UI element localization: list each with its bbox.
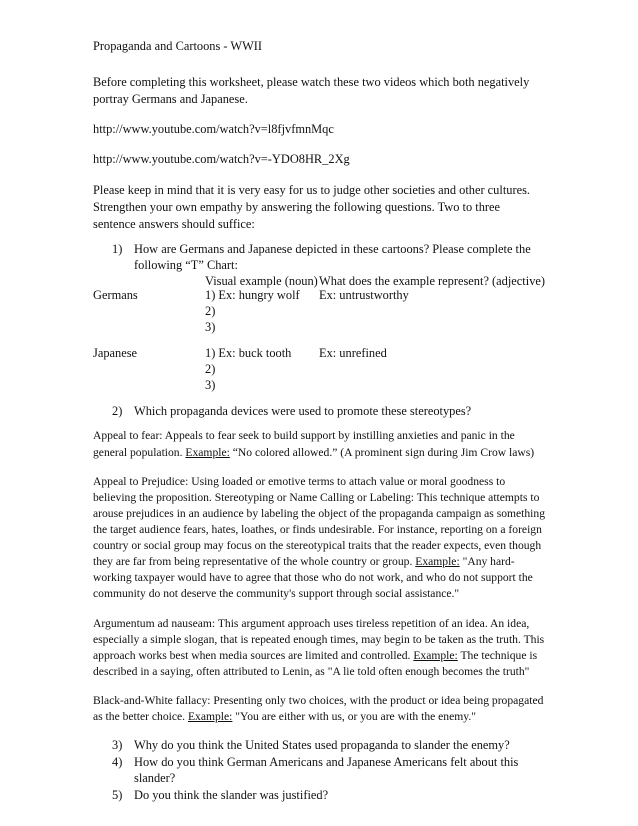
prejudice-line-8: community do not deserve the community's support through social assistance.": [93, 587, 460, 600]
question-4-number: 4): [112, 755, 123, 769]
blackwhite-line-2: [93, 709, 476, 725]
question-4-line-1: How do you think German Americans and Japanese Americans felt about this: [134, 755, 519, 769]
question-1-line-2: following “T” Chart:: [134, 258, 238, 272]
nauseam-example-label: Example:: [413, 649, 458, 662]
fear-line-2-pre: general population.: [93, 446, 186, 459]
prejudice-example-label: Example:: [415, 555, 460, 568]
video-link-1[interactable]: http://www.youtube.com/watch?v=l8fjvfmnMqc: [93, 122, 334, 136]
prejudice-line-5: country or social group may focus on the stereotypical traits that the reader expects, even though: [93, 539, 542, 552]
nauseam-line-2: especially a simple slogan, that is repeated enough times, may begin to be taken as the truth. This: [93, 633, 545, 646]
video-link-2[interactable]: http://www.youtube.com/watch?v=-YDO8HR_2Xg: [93, 152, 350, 166]
tchart-item: 1) Ex: buck tooth: [205, 346, 292, 360]
question-5-number: 5): [112, 788, 123, 802]
tchart-meaning: Ex: unrefined: [319, 346, 387, 360]
tchart-row-label: Germans: [93, 288, 138, 302]
tchart-item: 2): [205, 362, 216, 376]
blackwhite-line-2-post: "You are either with us, or you are with the enemy.": [232, 710, 476, 723]
page-title: Propaganda and Cartoons - WWII: [93, 39, 263, 53]
blackwhite-line-2-pre: as the better choice.: [93, 710, 188, 723]
nauseam-line-3-pre: approach works best when media sources are limited and controlled.: [93, 649, 414, 662]
nauseam-line-1: Argumentum ad nauseam: This argument approach uses tireless repetition of an idea. An idea,: [93, 617, 530, 630]
tchart-item: 3): [205, 320, 216, 334]
question-1-number: 1): [112, 242, 123, 256]
question-2-number: 2): [112, 404, 123, 418]
tchart-item: 3): [205, 378, 216, 392]
intro-line-2: portray Germans and Japanese.: [93, 92, 248, 106]
fear-example-label: Example:: [185, 446, 230, 459]
tchart-row-label: Japanese: [93, 346, 138, 360]
question-5-text: Do you think the slander was justified?: [134, 788, 329, 802]
question-3-text: Why do you think the United States used propaganda to slander the enemy?: [134, 738, 510, 752]
tchart-item: 1) Ex: hungry wolf: [205, 288, 300, 302]
question-3-number: 3): [112, 738, 123, 752]
tchart-meaning: Ex: untrustworthy: [319, 288, 409, 302]
prejudice-line-3: arouse prejudices in an audience by labeling the object of the propaganda campaign as something: [93, 507, 545, 520]
intro-line-1: Before completing this worksheet, please watch these two videos which both negatively: [93, 75, 530, 89]
prejudice-line-7: working taxpayer would have to agree that those who do not work, and who do not support the: [93, 571, 533, 584]
fear-line-2-post: “No colored allowed.” (A prominent sign during Jim Crow laws): [229, 446, 535, 459]
tchart-col1-header: Visual example (noun): [205, 274, 318, 288]
prejudice-line-2: believing the proposition. Stereotyping or Name Calling or Labeling: This technique attempts to: [93, 491, 540, 504]
prejudice-line-6: [93, 554, 515, 570]
tchart-item: 2): [205, 304, 216, 318]
prejudice-line-6-pre: they are far from being representative of the whole country or group.: [93, 555, 416, 568]
fear-line-1: Appeal to fear: Appeals to fear seek to build support by instilling anxieties and panic in the: [93, 429, 515, 442]
instructions-line-1: Please keep in mind that it is very easy for us to judge other societies and other cultures.: [93, 183, 530, 197]
nauseam-line-3: [93, 648, 537, 664]
prejudice-line-6-post: "Any hard-: [459, 555, 515, 568]
question-1-line-1: How are Germans and Japanese depicted in these cartoons? Please complete the: [134, 242, 531, 256]
blackwhite-line-1: Black-and-White fallacy: Presenting only two choices, with the product or idea being propagated: [93, 694, 544, 707]
fear-line-2: [93, 445, 534, 461]
prejudice-line-4: the target audience fears, hates, loathes, or finds undesirable. For instance, reporting on a foreign: [93, 523, 542, 536]
prejudice-line-1: Appeal to Prejudice: Using loaded or emotive terms to attach value or moral goodness to: [93, 475, 506, 488]
blackwhite-example-label: Example:: [187, 710, 233, 723]
question-4-line-2: slander?: [134, 771, 176, 785]
nauseam-line-4: described in a saying, often attributed to Lenin, as "A lie told often enough becomes the truth": [93, 665, 530, 678]
tchart-col2-header: What does the example represent? (adjective): [319, 274, 546, 288]
question-2-text: Which propaganda devices were used to promote these stereotypes?: [134, 404, 472, 418]
nauseam-line-3-post: The technique is: [457, 649, 538, 662]
instructions-line-2: Strengthen your own empathy by answering the following questions. Two to three: [93, 200, 501, 214]
instructions-line-3: sentence answers should suffice:: [93, 217, 255, 231]
